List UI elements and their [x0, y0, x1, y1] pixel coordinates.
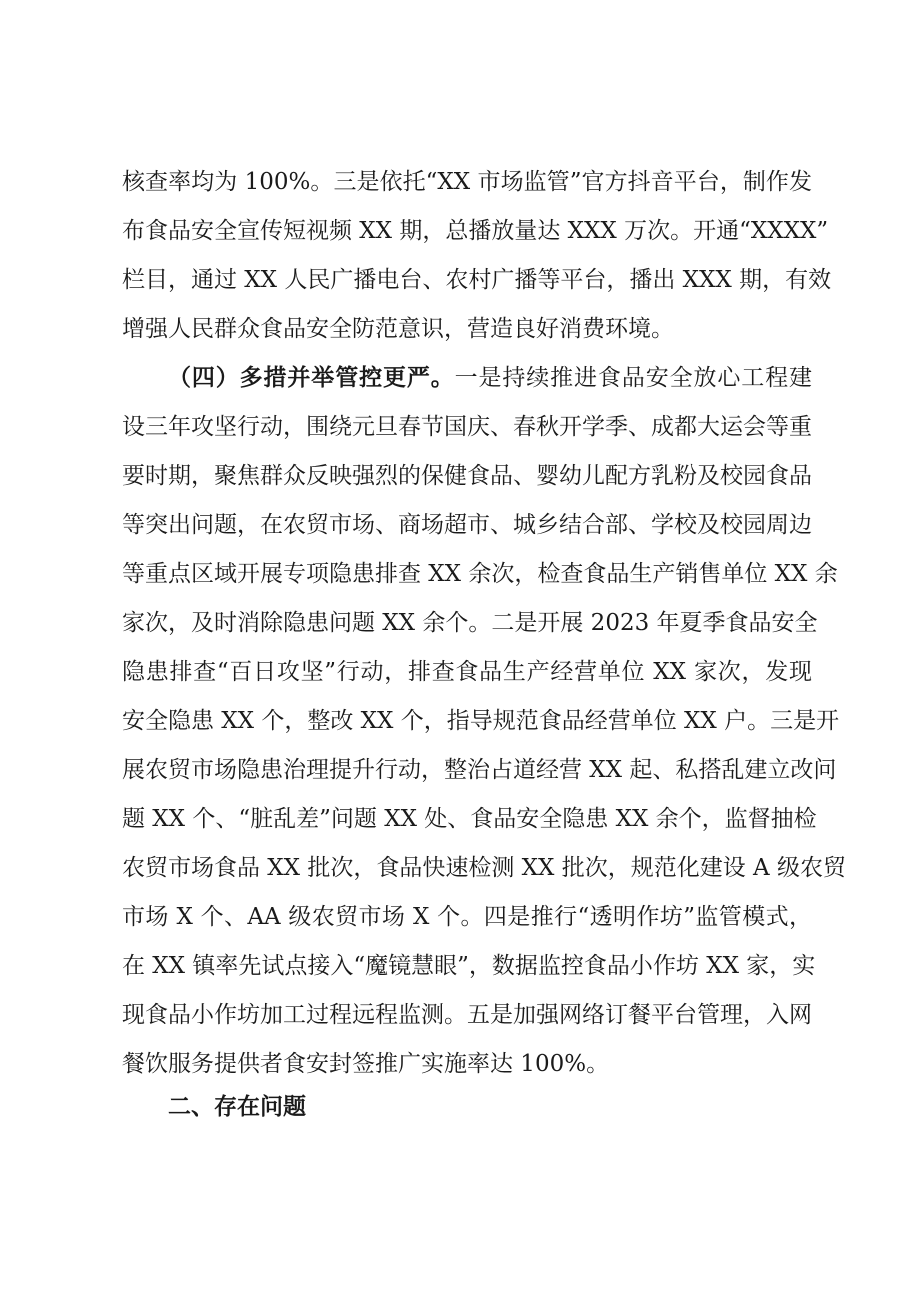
paragraph-line: 题 XX 个、“脏乱差”问题 XX 处、食品安全隐患 XX 余个，监督抽检: [122, 806, 817, 832]
paragraph-line: 餐饮服务提供者食安封签推广实施率达 100%。: [122, 1051, 610, 1077]
paragraph-line: 农贸市场食品 XX 批次，食品快速检测 XX 批次，规范化建设 A 级农贸: [122, 855, 846, 881]
paragraph-line: 市场 X 个、AA 级农贸市场 X 个。四是推行“透明作坊”监管模式，: [122, 904, 812, 930]
paragraph-line: 要时期，聚焦群众反映强烈的保健食品、婴幼儿配方乳粉及校园食品: [122, 463, 812, 489]
paragraph-line: 等突出问题，在农贸市场、商场超市、城乡结合部、学校及校园周边: [122, 512, 812, 538]
paragraph-line: 现食品小作坊加工过程远程监测。五是加强网络订餐平台管理，入网: [122, 1002, 812, 1028]
paragraph-line: 展农贸市场隐患治理提升行动，整治占道经营 XX 起、私搭乱建立改问: [122, 757, 837, 783]
paragraph-line: 栏目，通过 XX 人民广播电台、农村广播等平台，播出 XXX 期，有效: [122, 267, 832, 293]
subsection-heading: （四）多措并举管控更严。: [168, 365, 455, 391]
paragraph-line: 核查率均为 100%。三是依托“XX 市场监管”官方抖音平台，制作发: [122, 169, 812, 195]
section-heading: 二、存在问题: [168, 1094, 306, 1120]
paragraph-line: 等重点区域开展专项隐患排查 XX 余次，检查食品生产销售单位 XX 余: [122, 561, 838, 587]
paragraph-first-line: [168, 354, 812, 402]
paragraph-line: 增强人民群众食品安全防范意识，营造良好消费环境。: [122, 316, 674, 342]
paragraph-line: 安全隐患 XX 个，整改 XX 个，指导规范食品经营单位 XX 户。三是开: [122, 708, 840, 734]
paragraph-line: 设三年攻坚行动，围绕元旦春节国庆、春秋开学季、成都大运会等重: [122, 414, 812, 440]
paragraph-line: 在 XX 镇率先试点接入“魔镜慧眼”，数据监控食品小作坊 XX 家，实: [122, 953, 816, 979]
paragraph-text: 一是持续推进食品安全放心工程建: [454, 365, 813, 391]
paragraph-line: 家次，及时消除隐患问题 XX 余个。二是开展 2023 年夏季食品安全: [122, 610, 818, 636]
paragraph-line: 隐患排查“百日攻坚”行动，排查食品生产经营单位 XX 家次，发现: [122, 659, 812, 685]
paragraph-line: 布食品安全宣传短视频 XX 期，总播放量达 XXX 万次。开通“XXXX”: [122, 218, 829, 244]
